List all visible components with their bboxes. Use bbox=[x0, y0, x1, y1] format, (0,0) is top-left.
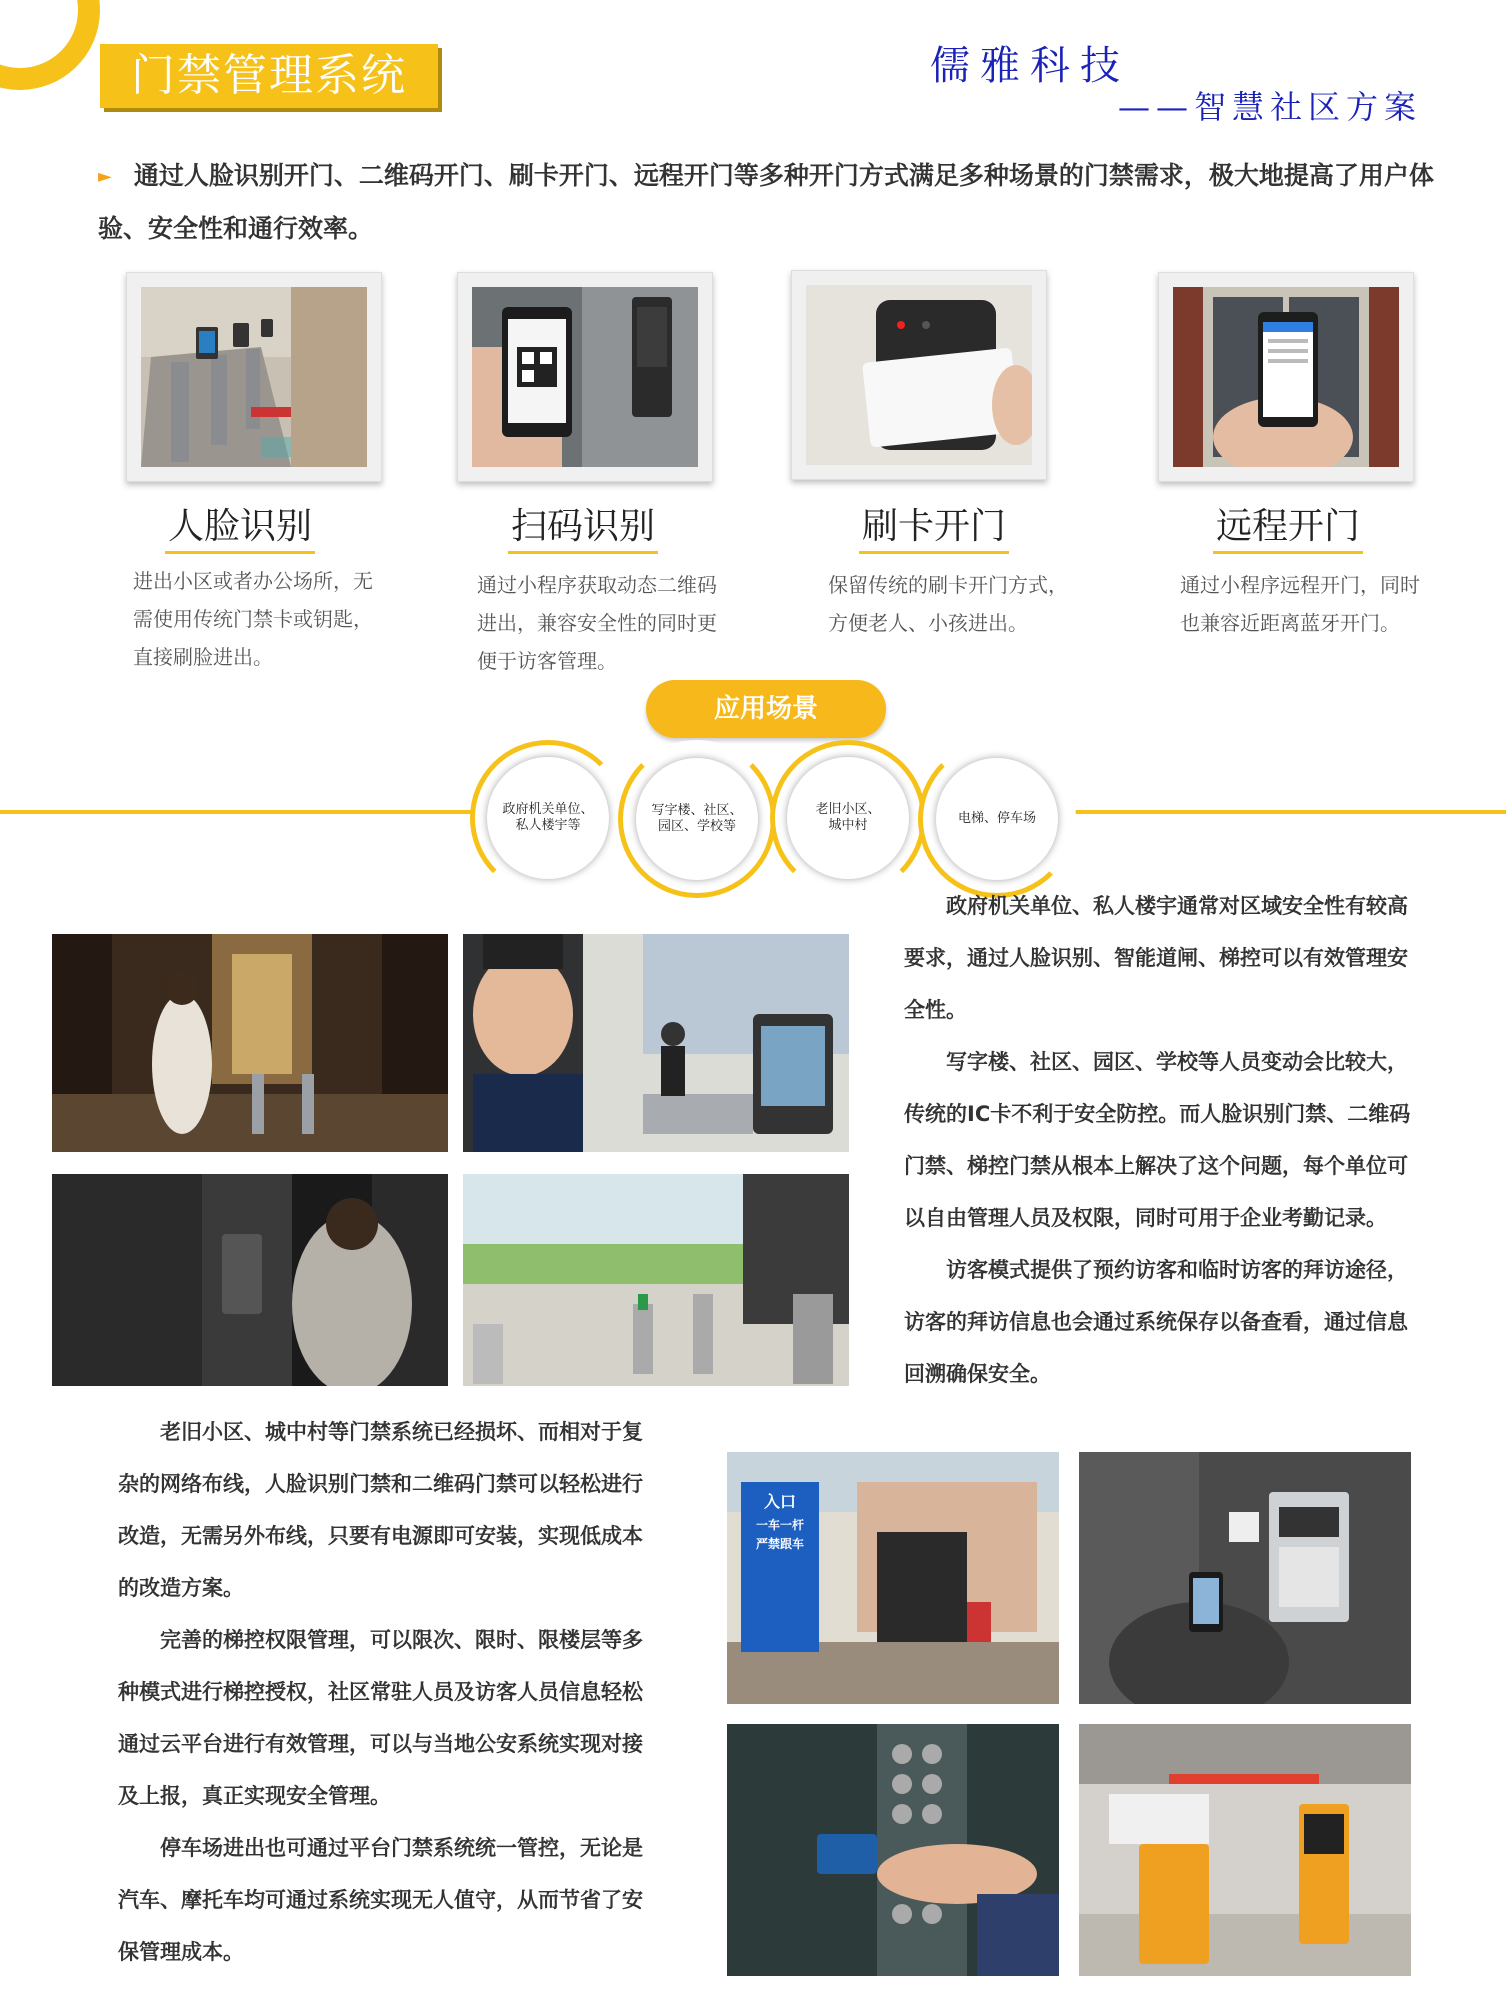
card-reader-image bbox=[806, 285, 1032, 465]
paragraph-elevator: 完善的梯控权限管理，可以限次、限时、限楼层等多种模式进行梯控授权，社区常驻人员及访客人员信息轻松通过云平台进行有效管理，可以与当地公安系统实现对接及上报，真正实现安全管理。 bbox=[118, 1628, 643, 1808]
community-entrance-image bbox=[727, 1452, 1059, 1704]
feature-underline bbox=[165, 551, 315, 554]
bullet-icon: ► bbox=[98, 166, 112, 187]
feature-title-remote: 远程开门 bbox=[1138, 498, 1438, 554]
face-recognition-photo bbox=[126, 272, 382, 482]
intro-text: 通过人脸识别开门、二维码开门、刷卡开门、远程开门等多种开门方式满足多种场景的门禁需求，极大地提高了用户体验、安全性和通行效率。 bbox=[98, 161, 1434, 243]
community-entrance-photo bbox=[727, 1452, 1059, 1704]
paragraph-visitor: 访客模式提供了预约访客和临时访客的拜访途径，访客的拜访信息也会通过系统保存以备查看，通过信息回溯确保安全。 bbox=[904, 1258, 1408, 1386]
entrance-sign: 入口 一车一杆 严禁跟车 bbox=[755, 1492, 804, 1551]
feature-desc-remote: 通过小程序远程开门，同时也兼容近距离蓝牙开门。 bbox=[1180, 573, 1420, 635]
scenes-label: 应用场景 bbox=[646, 680, 886, 738]
qr-scan-image bbox=[472, 287, 698, 467]
face-scan-gate-photo bbox=[463, 934, 849, 1152]
corner-decoration bbox=[0, 0, 113, 103]
paragraph-old-community: 老旧小区、城中村等门禁系统已经损坏、而相对于复杂的网络布线，人脸识别门禁和二维码门禁可以轻松进行改造，无需另外布线，只要有电源即可安装，实现低成本的改造方案。 bbox=[118, 1420, 643, 1600]
scene-divider-left bbox=[0, 810, 478, 814]
elevator-panel-photo bbox=[52, 1174, 448, 1386]
card-swipe-photo bbox=[791, 270, 1047, 480]
door-intercom-photo bbox=[1079, 1452, 1411, 1704]
scene-circle-government: 政府机关单位、 私人楼宇等 bbox=[470, 740, 626, 896]
feature-desc-card: 保留传统的刷卡开门方式，方便老人、小孩进出。 bbox=[828, 573, 1068, 635]
scene-circle-elevator: 电梯、停车场 bbox=[918, 740, 1076, 898]
feature-title-card: 刷卡开门 bbox=[784, 498, 1084, 554]
scene-circle-old-community: 老旧小区、 城中村 bbox=[770, 740, 926, 896]
right-text-block bbox=[904, 880, 1424, 1400]
scene-circle-office: 写字楼、社区、 园区、学校等 bbox=[618, 740, 776, 898]
remote-phone-image bbox=[1173, 287, 1399, 467]
brand-name: 儒雅科技 bbox=[930, 43, 1130, 89]
feature-desc-qr: 通过小程序获取动态二维码进出，兼容安全性的同时更便于访客管理。 bbox=[477, 573, 717, 673]
feature-underline bbox=[1213, 551, 1363, 554]
feature-title-face: 人脸识别 bbox=[90, 498, 390, 554]
feature-desc-face: 进出小区或者办公场所，无需使用传统门禁卡或钥匙，直接刷脸进出。 bbox=[133, 569, 373, 669]
page-title: 门禁管理系统 bbox=[131, 50, 407, 101]
feature-title-qr: 扫码识别 bbox=[433, 498, 733, 554]
lobby-gate-photo bbox=[52, 934, 448, 1152]
scene-divider-right bbox=[1065, 810, 1506, 814]
paragraph-government: 政府机关单位、私人楼宇通常对区域安全性有较高要求，通过人脸识别、智能道闸、梯控可以有效管理安全性。 bbox=[904, 894, 1408, 1022]
remote-open-photo bbox=[1158, 272, 1414, 482]
parking-barrier-photo bbox=[1079, 1724, 1411, 1976]
left-text-block bbox=[118, 1406, 648, 1978]
feature-underline bbox=[859, 551, 1009, 554]
elevator-card-photo bbox=[727, 1724, 1059, 1976]
page-title-box bbox=[100, 44, 438, 108]
brand-subtitle: ——智慧社区方案 bbox=[1118, 88, 1423, 126]
paragraph-office: 写字楼、社区、园区、学校等人员变动会比较大，传统的IC卡不利于安全防控。而人脸识别门禁、二维码门禁、梯控门禁从根本上解决了这个问题，每个单位可以自由管理人员及权限，同时可用于企业考勤记录。 bbox=[904, 1050, 1411, 1230]
feature-underline bbox=[508, 551, 658, 554]
face-gate-image bbox=[141, 287, 367, 467]
park-gate-photo bbox=[463, 1174, 849, 1386]
paragraph-parking: 停车场进出也可通过平台门禁系统统一管控，无论是汽车、摩托车均可通过系统实现无人值守，从而节省了安保管理成本。 bbox=[118, 1836, 643, 1964]
qr-scan-photo bbox=[457, 272, 713, 482]
intro-paragraph bbox=[98, 150, 1438, 255]
